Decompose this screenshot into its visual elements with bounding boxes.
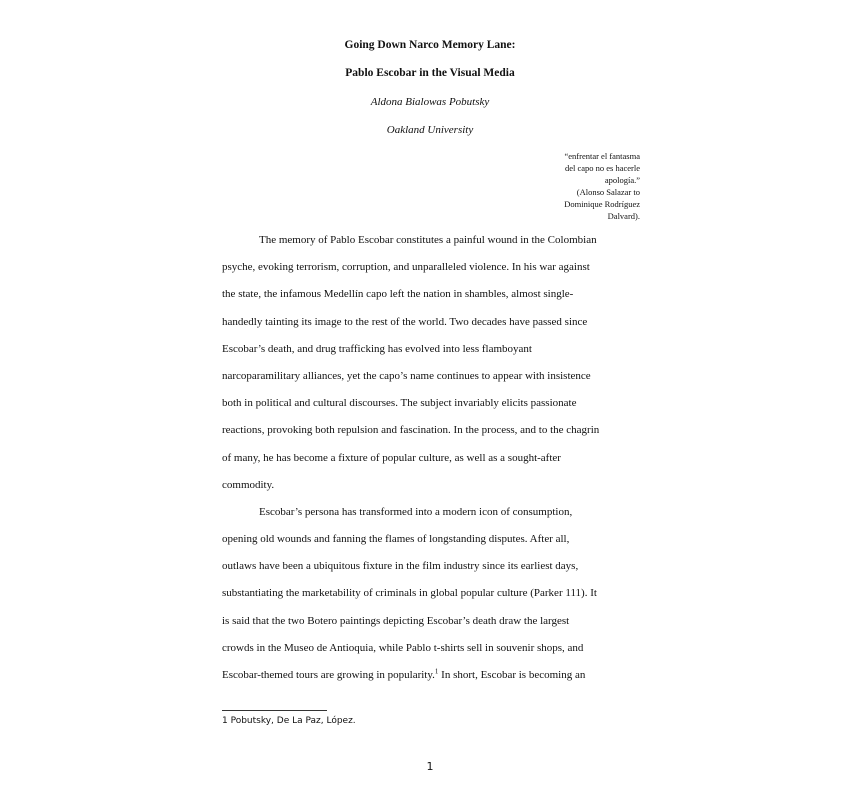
- paragraph-2-text: In short, Escobar is becoming an: [441, 669, 586, 681]
- paragraph-2-line: is said that the two Botero paintings depicting Escobar’s death draw the largest: [222, 614, 570, 627]
- epigraph-line: del capo no es hacerle: [564, 163, 640, 173]
- paragraph-2-text: Escobar-themed tours are growing in popularity.: [222, 669, 435, 681]
- epigraph-line: Dominique Rodríguez: [564, 199, 640, 209]
- footnote-marker[interactable]: 1: [434, 667, 439, 676]
- author-affiliation: Oakland University: [386, 124, 474, 136]
- paragraph-1-line: Escobar’s death, and drug trafficking has evolved into less flamboyant: [222, 342, 532, 355]
- epigraph-line: apología.”: [604, 175, 640, 185]
- paragraph-1-line: handedly tainting its image to the rest of the world. Two decades have passed since: [222, 315, 588, 328]
- paragraph-2-line: [222, 665, 642, 692]
- epigraph-line: (Alonso Salazar to: [576, 187, 640, 197]
- paragraph-2-line: Escobar’s persona has transformed into a modern icon of consumption,: [259, 505, 573, 518]
- footnote-separator: [222, 710, 327, 711]
- paragraph-2-line: outlaws have been a ubiquitous fixture in the film industry since its earliest days,: [222, 560, 579, 573]
- paragraph-2-line: crowds in the Museo de Antioquia, while Pablo t-shirts sell in souvenir shops, and: [222, 641, 584, 654]
- paragraph-1-line: commodity.: [222, 478, 275, 491]
- paragraph-2-line: opening old wounds and fanning the flames of longstanding disputes. After all,: [222, 533, 570, 546]
- paragraph-1-line: of many, he has become a fixture of popular culture, as well as a sought-after: [222, 451, 561, 464]
- paragraph-1-line: reactions, provoking both repulsion and fascination. In the process, and to the chagrin: [222, 424, 600, 437]
- footnote-text: 1 Pobutsky, De La Paz, López.: [222, 716, 356, 726]
- epigraph-line: Dalvard).: [607, 211, 640, 221]
- page-number: 1: [426, 760, 434, 773]
- paragraph-1-line: both in political and cultural discourses. The subject invariably elicits passionate: [222, 397, 577, 410]
- paragraph-1-line: The memory of Pablo Escobar constitutes a painful wound in the Colombian: [259, 234, 597, 246]
- paragraph-1-line: the state, the infamous Medellín capo left the nation in shambles, almost single-: [222, 288, 574, 301]
- paragraph-1-line: narcoparamilitary alliances, yet the capo’s name continues to appear with insistence: [222, 369, 591, 382]
- paragraph-1-line: psyche, evoking terrorism, corruption, and unparalleled violence. In his war against: [222, 261, 590, 274]
- epigraph-line: “enfrentar el fantasma: [564, 151, 640, 161]
- title-line-1: Going Down Narco Memory Lane:: [344, 39, 516, 51]
- paragraph-2-line: substantiating the marketability of criminals in global popular culture (Parker 111). It: [222, 587, 597, 600]
- epigraph: [520, 150, 640, 222]
- title-line-2: Pablo Escobar in the Visual Media: [345, 67, 515, 79]
- author-name: Aldona Bialowas Pobutsky: [370, 96, 490, 108]
- body-text: [222, 230, 642, 692]
